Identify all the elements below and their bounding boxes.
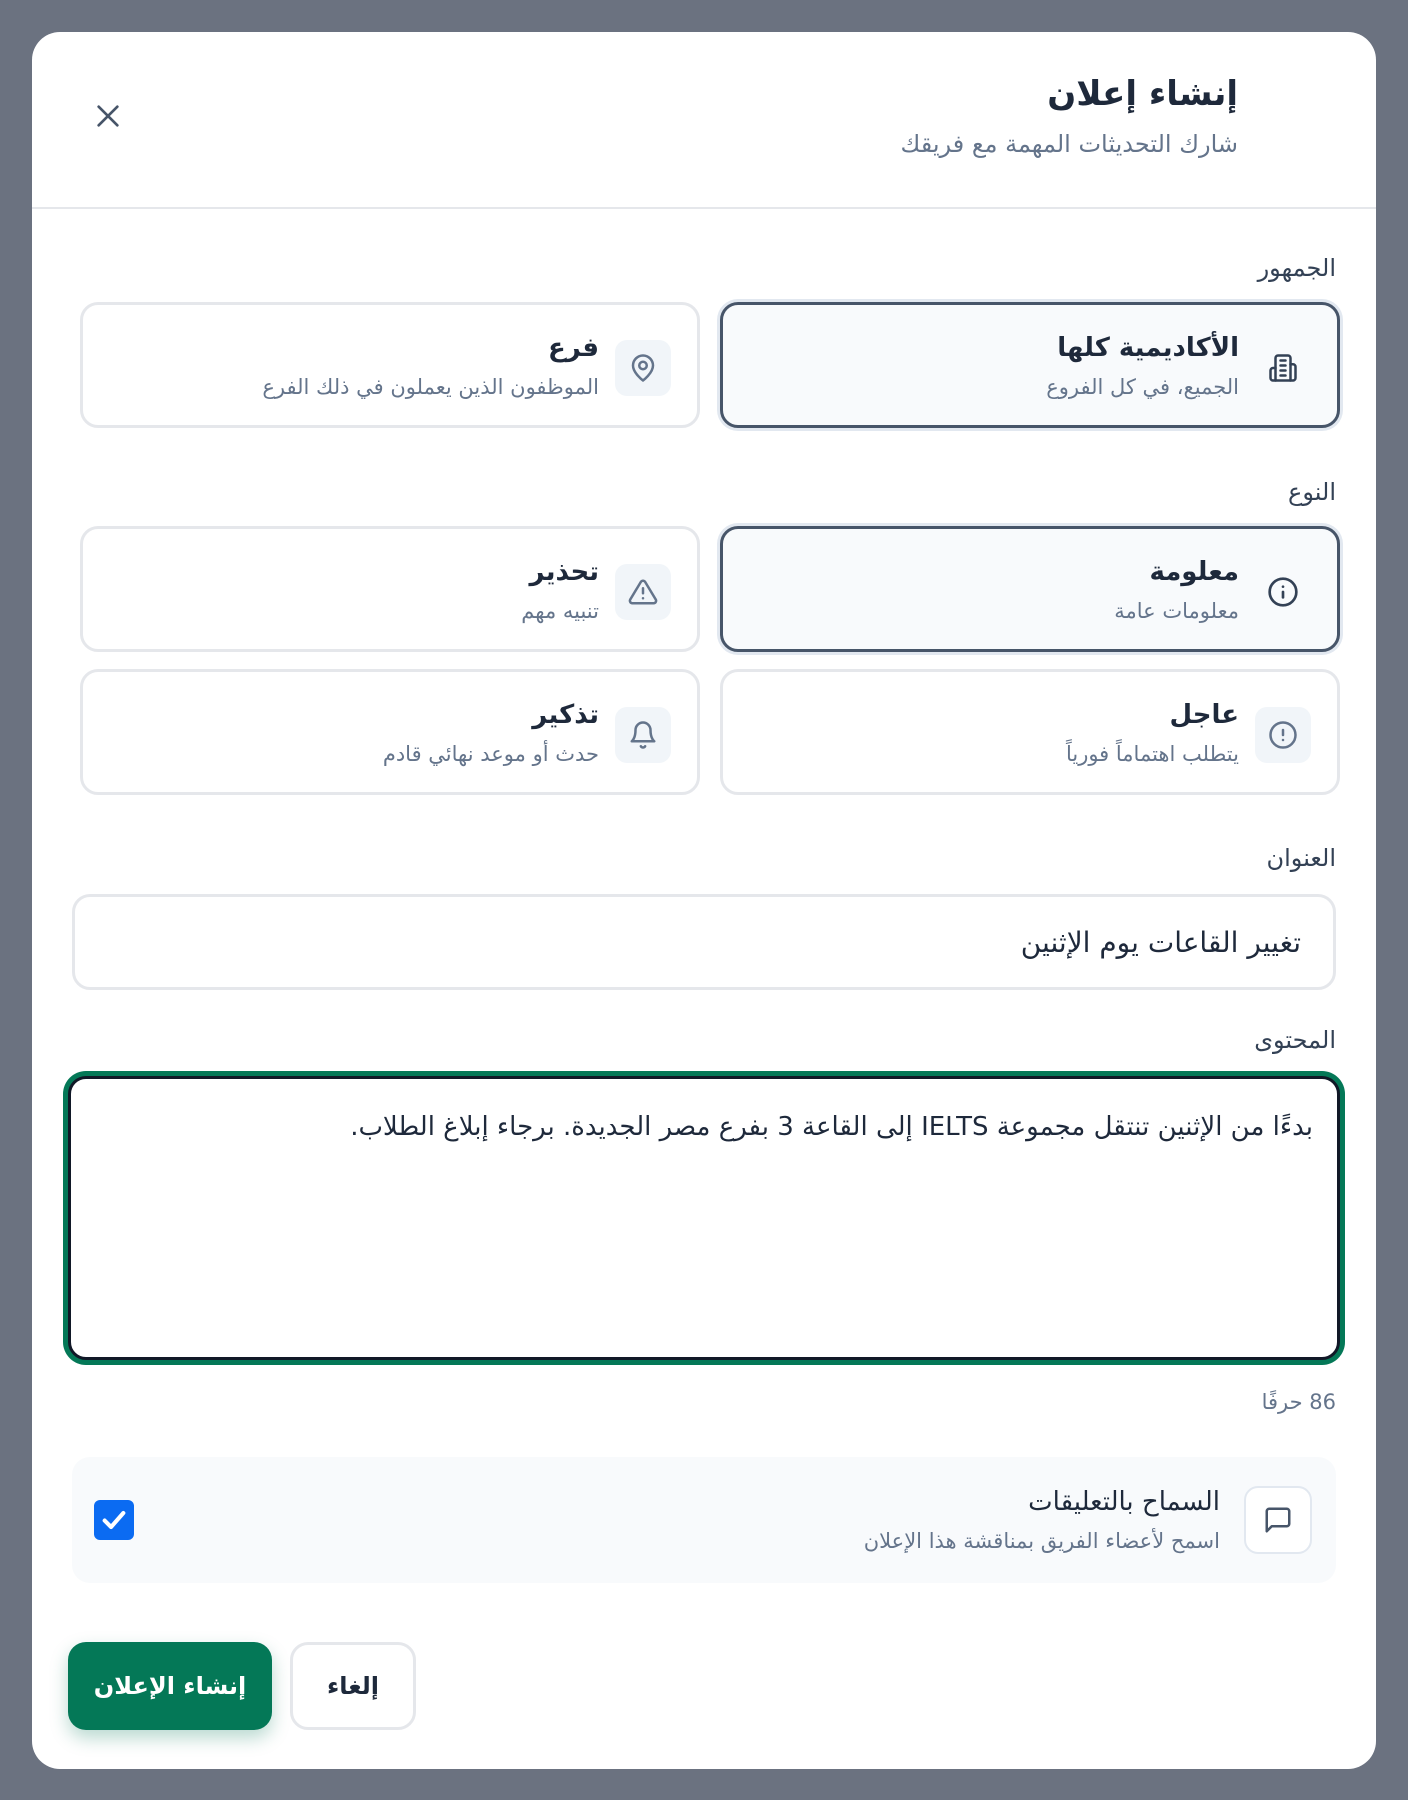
option-title: عاجل: [1169, 700, 1239, 730]
modal-subtitle: شارك التحديثات المهمة مع فريقك: [900, 130, 1238, 158]
building-icon: [1255, 340, 1311, 396]
map-pin-icon: [615, 340, 671, 396]
type-option-warning[interactable]: [80, 526, 700, 652]
modal-header: [32, 32, 1376, 209]
create-announcement-modal: [32, 32, 1376, 1769]
info-icon: [1255, 564, 1311, 620]
option-title: تحذير: [529, 557, 599, 587]
create-announcement-button[interactable]: إنشاء الإعلان: [68, 1642, 272, 1730]
audience-option-whole-academy[interactable]: [720, 302, 1340, 428]
option-description: معلومات عامة: [1114, 599, 1239, 623]
content-field-label: المحتوى: [1254, 1026, 1336, 1054]
title-field-label: العنوان: [1266, 844, 1336, 872]
checkmark-icon: [100, 1506, 128, 1534]
close-button[interactable]: [88, 96, 128, 136]
audience-option-branch[interactable]: [80, 302, 700, 428]
option-description: حدث أو موعد نهائي قادم: [382, 742, 599, 766]
modal-title: إنشاء إعلان: [1047, 74, 1238, 114]
option-title: فرع: [548, 333, 599, 363]
option-description: تنبيه مهم: [521, 599, 599, 623]
allow-comments-title: السماح بالتعليقات: [1028, 1487, 1220, 1517]
content-textarea[interactable]: [68, 1076, 1340, 1360]
allow-comments-checkbox[interactable]: [94, 1500, 134, 1540]
cancel-button[interactable]: إلغاء: [290, 1642, 416, 1730]
title-input[interactable]: [72, 894, 1336, 990]
alert-circle-icon: [1255, 707, 1311, 763]
type-option-info[interactable]: [720, 526, 1340, 652]
option-title: تذكير: [532, 700, 599, 730]
allow-comments-row: [72, 1457, 1336, 1583]
char-count: 86 حرفًا: [1261, 1390, 1336, 1414]
allow-comments-description: اسمح لأعضاء الفريق بمناقشة هذا الإعلان: [863, 1529, 1220, 1553]
close-icon: [92, 100, 124, 132]
option-description: الموظفون الذين يعملون في ذلك الفرع: [262, 375, 599, 399]
option-description: الجميع، في كل الفروع: [1046, 375, 1239, 399]
type-option-reminder[interactable]: [80, 669, 700, 795]
option-description: يتطلب اهتماماً فورياً: [1065, 742, 1239, 766]
type-label: النوع: [1288, 478, 1336, 506]
bell-icon: [615, 707, 671, 763]
audience-label: الجمهور: [1257, 254, 1336, 282]
option-title: الأكاديمية كلها: [1057, 333, 1239, 363]
warning-triangle-icon: [615, 564, 671, 620]
option-title: معلومة: [1149, 557, 1239, 587]
type-option-urgent[interactable]: [720, 669, 1340, 795]
message-square-icon: [1244, 1486, 1312, 1554]
